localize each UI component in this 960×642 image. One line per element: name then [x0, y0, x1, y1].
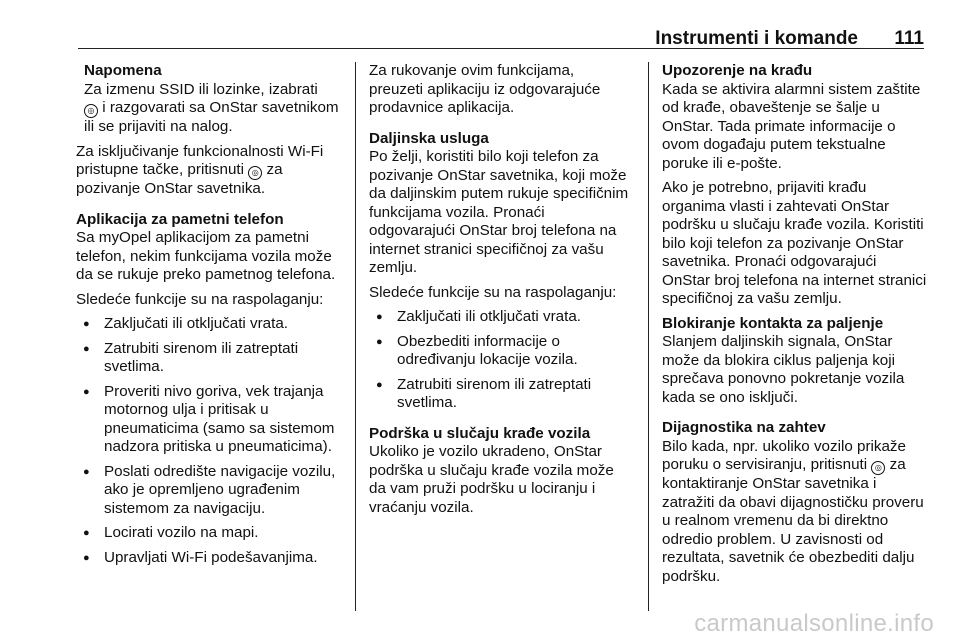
paragraph: Ako je potrebno, prijaviti krađu organima vlasti i zahtevati OnStar podršku u slučaju krađe vozila. Koristiti bilo koji telefon za pozivanje OnStar savetnika. Pronaći odgovarajući OnStar broj telefona na internet stranici specifičnoj za vašu zemlju. [662, 179, 927, 307]
section-heading: Upozorenje na krađu [662, 62, 813, 79]
section-heading: Aplikacija za pametni telefon [76, 210, 284, 228]
paragraph: Ukoliko je vozilo ukradeno, OnStar podrška u slučaju krađe vozila može da vam pruži podršku u lociranju i vraćanju vozila. [369, 443, 614, 516]
paragraph: Kada se aktivira alarmni sistem zaštite od krađe, obaveštenje se šalje u OnStar. Tada primate informacije o ovom događaju putem tekstualne poruke ili e-pošte. [662, 80, 921, 172]
column-1 [76, 62, 340, 573]
watermark: carmanualsonline.info [694, 610, 934, 637]
section-heading: Daljinska usluga [369, 129, 489, 147]
column-3 [662, 62, 928, 592]
onstar-icon: ◎ [871, 461, 885, 475]
bullet-list [369, 308, 631, 413]
list-intro: Sledeće funkcije su na raspolaganju: [369, 283, 617, 301]
column-2 [369, 62, 631, 523]
list-item: ● Locirati vozilo na mapi. [76, 524, 340, 543]
paragraph: Bilo kada, npr. ukoliko vozilo prikaže poruku o servisiranju, pritisnuti ◎ za kontaktiranje OnStar savetnika i zatražiti da obavi dijagnostičku proveru u realnom vremenu da bi direktno odredio problem. U zavisnosti od rezultata, savetnik će obezbediti dalju podršku. [662, 437, 924, 585]
page-number: 111 [894, 28, 924, 49]
column-divider [355, 62, 356, 611]
note-title: Napomena [84, 62, 162, 79]
wifi-off-paragraph: Za isključivanje funkcionalnosti Wi-Fi pristupne tačke, pritisnuti ◎ za pozivanje OnStar savetnika. [76, 142, 324, 197]
paragraph: Po želji, koristiti bilo koji telefon za pozivanje OnStar savetnika, koji može da daljinskim putem rukuje specifičnim funkcijama vozila. Pronaći odgovarajući OnStar broj telefona na internet stranici specifičnoj za vašu zemlju. [369, 148, 629, 276]
list-item: ● Zatrubiti sirenom ili zatreptati svetlima. [369, 376, 631, 413]
list-item: ● Zaključati ili otključati vrata. [369, 308, 631, 327]
list-intro: Sledeće funkcije su na raspolaganju: [76, 290, 324, 308]
paragraph: Slanjem daljinskih signala, OnStar može da blokira ciklus paljenja koji sprečava ponovno pokretanje vozila kada se ono isključi. [662, 333, 905, 406]
page-header [78, 28, 924, 49]
list-item: ● Obezbediti informacije o određivanju lokacije vozila. [369, 333, 631, 370]
column-divider [648, 62, 649, 611]
bullet-list [76, 315, 340, 567]
list-item: ● Zatrubiti sirenom ili zatreptati svetlima. [76, 340, 340, 377]
paragraph: Za rukovanje ovim funkcijama, preuzeti aplikaciju iz odgovarajuće prodavnice aplikacija. [369, 62, 601, 116]
list-item: ● Upravljati Wi-Fi podešavanjima. [76, 549, 340, 568]
list-item: ● Poslati odredište navigacije vozilu, ako je opremljeno ugrađenim sistemom za navigaciju. [76, 463, 340, 519]
list-item: ● Proveriti nivo goriva, vek trajanja motornog ulja i pritisak u pneumaticima (samo sa sistemom nadzora pritiska u pneumaticima). [76, 383, 340, 457]
section-heading: Podrška u slučaju krađe vozila [369, 424, 591, 442]
page-title: Instrumenti i komande [655, 28, 858, 49]
onstar-icon: ◎ [248, 166, 262, 180]
paragraph: Sa myOpel aplikacijom za pametni telefon, nekim funkcijama vozila može da se rukuje preko pametnog telefona. [76, 229, 336, 283]
list-item: ● Zaključati ili otključati vrata. [76, 315, 340, 334]
section-heading: Dijagnostika na zahtev [662, 419, 826, 436]
section-heading: Blokiranje kontakta za paljenje [662, 314, 884, 332]
onstar-icon: ◎ [84, 104, 98, 118]
note-box [76, 62, 340, 137]
note-text: Za izmenu SSID ili lozinke, izabrati ◎ i razgovarati sa OnStar savetnikom ili se prijaviti na nalog. [84, 80, 339, 135]
